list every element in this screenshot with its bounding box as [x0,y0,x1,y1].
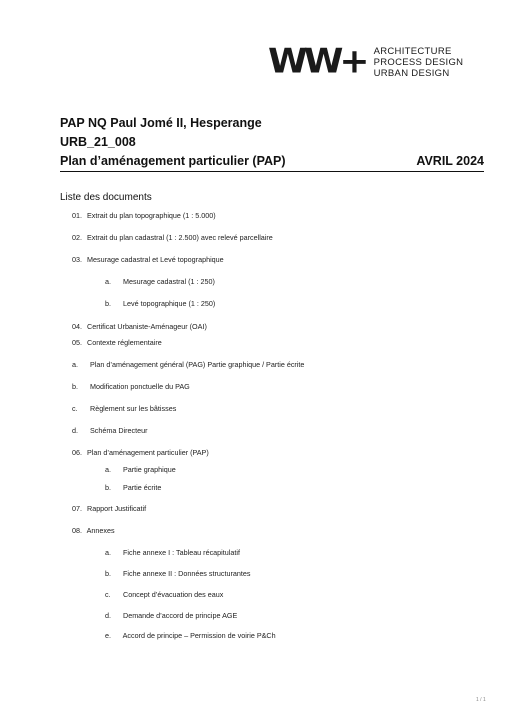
list-item [72,526,115,535]
document-date: AVRIL 2024 [416,154,484,168]
list-item [105,277,215,286]
list-item-text: Modification ponctuelle du PAG [90,382,190,391]
list-item-text: Extrait du plan topographique (1 : 5.000) [87,211,216,220]
list-item-text: Accord de principe – Permission de voirie P&Ch [122,631,276,640]
list-item [105,631,276,640]
list-item-text: Levé topographique (1 : 250) [123,299,216,308]
list-item [105,483,161,492]
list-item-marker: a. [105,548,111,557]
title-block [60,114,484,172]
list-item-marker: 01. [72,211,82,220]
list-item-marker: d. [105,611,111,620]
list-item-marker: c. [105,590,111,599]
logo-line-process-design: PROCESS DESIGN [373,56,464,68]
list-item-marker: b. [72,382,78,391]
list-item-text: Plan d’aménagement général (PAG) Partie graphique / Partie écrite [90,360,305,369]
list-item [72,211,216,220]
project-reference: URB_21_008 [60,135,136,149]
list-item-marker: 02. [72,233,82,242]
list-heading: Liste des documents [60,192,152,203]
list-item-text: Certificat Urbaniste-Aménageur (OAI) [87,322,207,331]
list-item-text: Mesurage cadastral (1 : 250) [123,277,215,286]
list-item-marker: 07. [72,504,82,513]
list-item-text: Partie écrite [123,483,162,492]
list-item-text: Demande d’accord de principe AGE [123,611,238,620]
list-item [105,465,176,474]
list-item-text: Mesurage cadastral et Levé topographique [87,255,224,264]
document-title: Plan d’aménagement particulier (PAP) [60,154,286,168]
list-item-marker: b. [105,299,111,308]
list-item-text: Rapport Justificatif [87,504,147,513]
list-item-text: Plan d’aménagement particulier (PAP) [87,448,209,457]
list-item [105,299,215,308]
list-item-marker: 06. [72,448,82,457]
list-item [72,233,273,242]
project-title: PAP NQ Paul Jomé II, Hesperange [60,116,262,130]
logo [268,44,463,80]
list-item-marker: a. [105,465,111,474]
list-item [72,255,224,264]
logo-line-architecture: ARCHITECTURE [373,45,452,57]
list-item-text: Règlement sur les bâtisses [90,404,177,413]
list-item [105,611,237,620]
list-item-marker: 08. [72,526,82,535]
logo-text [374,46,464,79]
list-item-text: Partie graphique [123,465,176,474]
page-number: 1 / 1 [476,697,486,703]
list-item-text: Fiche annexe II : Données structurantes [123,569,251,578]
list-item-text: Contexte réglementaire [87,338,162,347]
list-item-marker: c. [72,404,78,413]
logo-mark: WW+ [268,42,366,81]
list-item [105,590,223,599]
list-item-text: Fiche annexe I : Tableau récapitulatif [123,548,240,557]
list-item-text: Schéma Directeur [90,426,148,435]
list-item-marker: a. [72,360,78,369]
document-title-row [60,152,484,172]
list-item [72,382,190,391]
list-item-marker: e. [105,631,111,640]
list-item-marker: a. [105,277,111,286]
list-item [72,448,209,457]
logo-line-urban-design: URBAN DESIGN [373,67,450,79]
list-item-text: Concept d’évacuation des eaux [123,590,224,599]
list-item-marker: d. [72,426,78,435]
list-item-marker: 04. [72,322,82,331]
list-item-marker: b. [105,569,111,578]
list-item-marker: 03. [72,255,82,264]
list-item [72,504,146,513]
list-item [72,322,207,331]
list-item-marker: b. [105,483,111,492]
list-item [72,426,148,435]
list-item [105,569,250,578]
list-item-marker: 05. [72,338,82,347]
list-item [72,338,162,347]
list-item [105,548,240,557]
list-item [72,360,304,369]
list-item [72,404,176,413]
list-item-text: Annexes [86,526,115,535]
list-item-text: Extrait du plan cadastral (1 : 2.500) avec relevé parcellaire [87,233,273,242]
